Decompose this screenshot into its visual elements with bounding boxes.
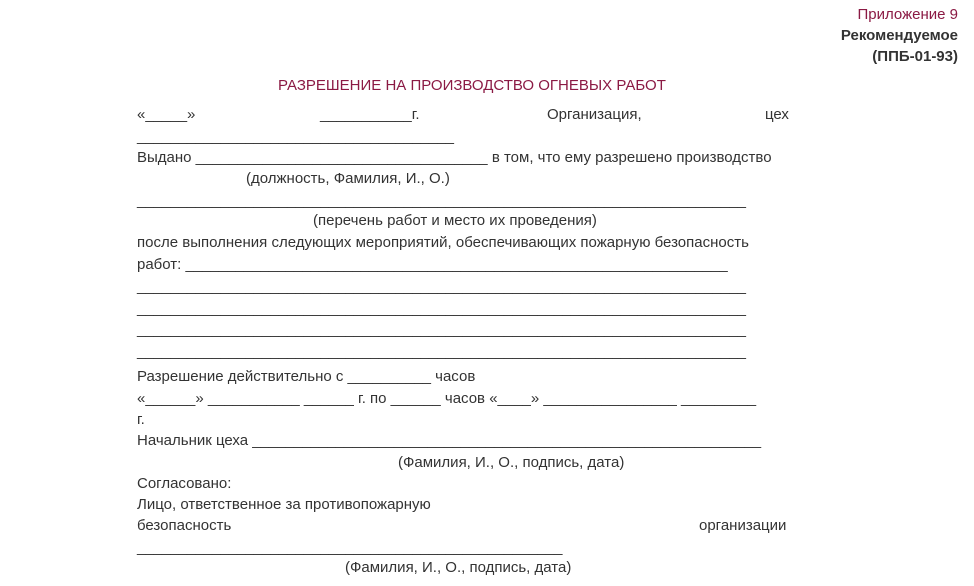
- period-line: «______» ___________ ______ г. по ______ часов «____» ________________ _________: [137, 390, 757, 407]
- shop-label: цех: [765, 106, 789, 123]
- blank-line: ___________________________________________________: [137, 539, 563, 556]
- month-year-field: ___________г.: [320, 106, 420, 123]
- agreed-label: Согласовано:: [137, 475, 232, 492]
- blank-line: _________________________________________________________________________: [137, 192, 746, 209]
- organization-label: Организация,: [547, 106, 642, 123]
- issued-line: Выдано ___________________________________ в том, что ему разрешено производство: [137, 149, 772, 166]
- blank-line: _________________________________________________________________________: [137, 300, 746, 317]
- blank-line: ______________________________________: [137, 128, 455, 145]
- responsible-person-label: Лицо, ответственное за противопожарную: [137, 496, 431, 513]
- recommended-label: Рекомендуемое: [840, 27, 958, 44]
- works-line: работ: _________________________________________________________________: [137, 256, 728, 273]
- position-hint: (должность, Фамилия, И., О.): [246, 170, 450, 187]
- year-suffix: г.: [137, 411, 145, 428]
- blank-line: _________________________________________________________________________: [137, 321, 746, 338]
- safety-label: безопасность: [137, 517, 232, 534]
- appendix-label: Приложение 9: [857, 6, 958, 23]
- works-list-hint: (перечень работ и место их проведения): [313, 212, 597, 229]
- day-field: «_____»: [137, 106, 196, 123]
- signature-hint: (Фамилия, И., О., подпись, дата): [345, 559, 572, 576]
- blank-line: _________________________________________________________________________: [137, 278, 746, 295]
- signature-hint: (Фамилия, И., О., подпись, дата): [398, 454, 625, 471]
- organization-suffix: организации: [699, 517, 787, 534]
- form-title: РАЗРЕШЕНИЕ НА ПРОИЗВОДСТВО ОГНЕВЫХ РАБОТ: [278, 77, 666, 94]
- measures-line: после выполнения следующих мероприятий, обеспечивающих пожарную безопасность: [137, 234, 749, 251]
- code-label: (ППБ-01-93): [872, 48, 958, 65]
- blank-line: _________________________________________________________________________: [137, 343, 746, 360]
- validity-line: Разрешение действительно с __________ часов: [137, 368, 476, 385]
- shop-chief-line: Начальник цеха _____________________________________________________________: [137, 432, 762, 449]
